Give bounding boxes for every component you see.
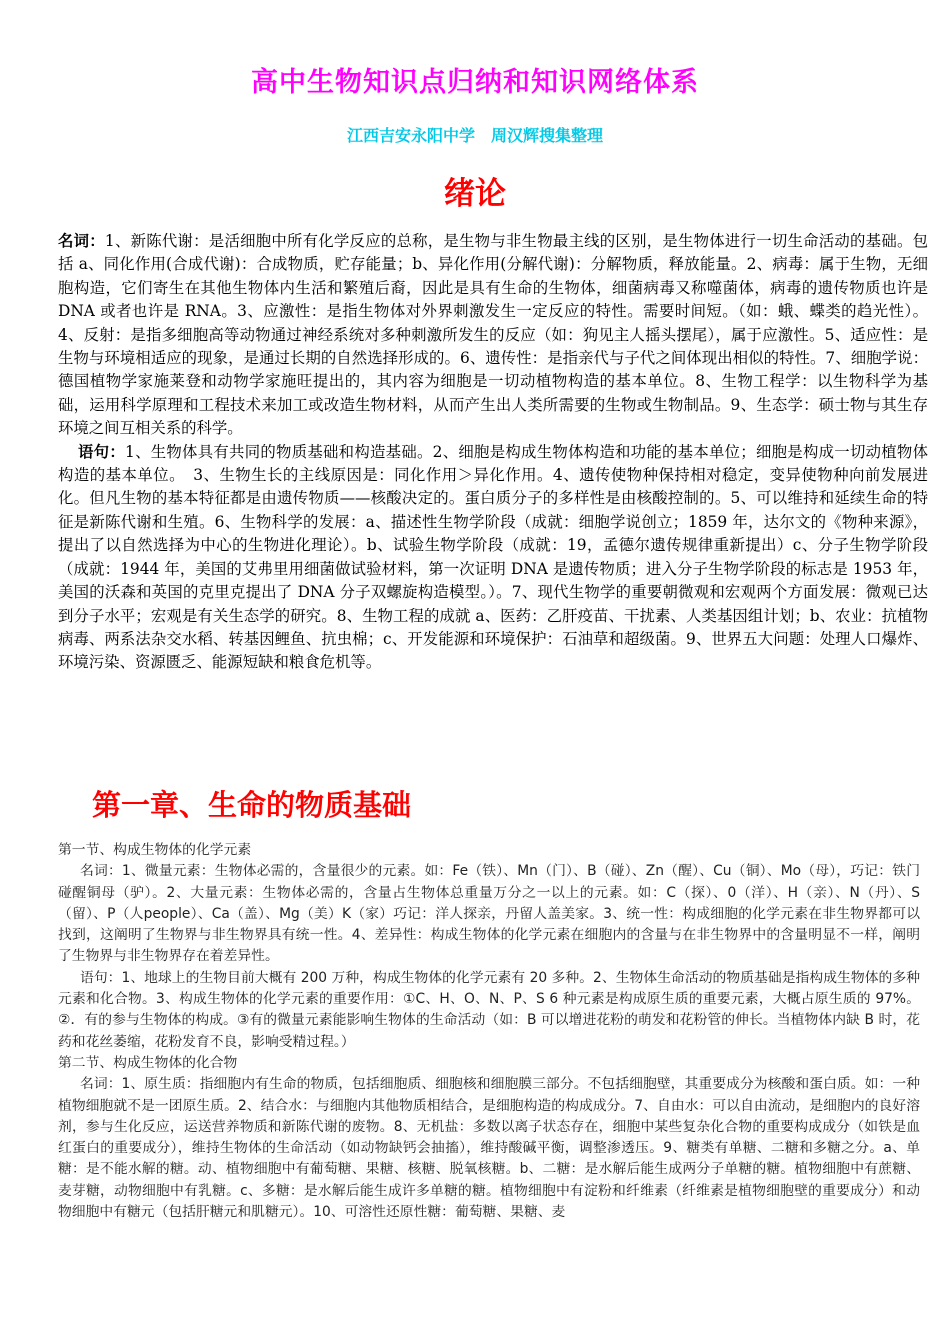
section1-title: 第一节、构成生物体的化学元素 bbox=[58, 842, 252, 858]
terms-text: 1、新陈代谢：是活细胞中所有化学反应的总称，是生物与非生物最主线的区别，是生物体进行一切生命活动的基础。包括 a、同化作用(合成代谢)：合成物质，贮存能量；b、异化作用(分解代谢)：分解物质，释放能量。2、病毒：属于生物，无细胞构造，它们寄生在其他生物体内生活和繁殖后裔，因此是具有生命的生物体，细菌病毒又称噬菌体，病毒的遗传物质也许是 DNA 或者也许是 RNA。3、应激性：是指生物体对外界刺激发生一定反应的特性。需要时间短。（如：蛾、蝶类的趋光性）。4、反射：是指多细胞高等动物通过神经系统对多种刺激所发生的反应（如：狗见主人摇头摆尾），属于应激性。5、适应性：是生物与环境相适应的现象，是通过长期的自然选择形成的。6、遗传性：是指亲代与子代之间体现出相似的特性。7、细胞学说：德国植物学家施莱登和动物学家施旺提出的，其内容为细胞是一切动植物构造的基本单位。8、生物工程学：以生物科学为基础，运用科学原理和工程技术来加工或改造生物材料，从而产生出人类所需要的生物或生物制品。9、生态学：硕士物与其生存环境之间互相关系的科学。 bbox=[58, 232, 928, 438]
intro-section bbox=[58, 230, 928, 675]
intro-heading: 绪论 bbox=[444, 176, 506, 212]
section1-terms: 名词：1、微量元素：生物体必需的，含量很少的元素。如：Fe（铁）、Mn（门）、B（碰）、Zn（醒）、Cu（铜）、Mo（母），巧记：铁门碰醒铜母（驴）。2、大量元素：生物体必需的，含量占生物体总重量万分之一以上的元素。如：C（探）、0（洋）、H（亲）、N（丹）、S（留）、P（人people）、Ca（盖）、Mg（美）K（家）巧记：洋人探亲，丹留人盖美家。3、统一性：构成细胞的化学元素在非生物界都可以找到，这阐明了生物界与非生物界具有统一性。4、差异性：构成生物体的化学元素在细胞内的含量与在非生物界中的含量明显不一样，阐明了生物界与非生物界存在着差异性。 bbox=[58, 863, 920, 965]
document-title: 高中生物知识点归纳和知识网络体系 bbox=[251, 67, 699, 98]
intro-sentences-paragraph bbox=[58, 441, 928, 675]
sentences-text: 1、生物体具有共同的物质基础和构造基础。2、细胞是构成生物体构造和功能的基本单位；细胞是构成一切动植物体构造的基本单位。 3、生物生长的主线原因是：同化作用＞异化作用。4、遗传使物种保持相对稳定，变异使物种向前发展进化。但凡生物的基本特征都是由遗传物质——核酸决定的。蛋白质分子的多样性是由核酸控制的。5、可以维持和延续生命的特征是新陈代谢和生殖。6、生物科学的发展：a、描述性生物学阶段（成就：细胞学说创立；1859 年，达尔文的《物种来源》，提出了以自然选择为中心的生物进化理论）。b、试验生物学阶段（成就：19，孟德尔遗传规律重新提出）c、分子生物学阶段（成就：1944 年，美国的艾弗里用细菌做试验材料，第一次证明 DNA 是遗传物质；进入分子生物学阶段的标志是 1953 年，美国的沃森和英国的克里克提出了 DNA 分子双螺旋构造模型。）。7、现代生物学的重要朝微观和宏观两个方面发展：微观已达到分子水平；宏观是有关生态学的研究。8、生物工程的成就 a、医药：乙肝疫苗、干扰素、人类基因组计划；b、农业：抗植物病毒、两系法杂交水稻、转基因鲤鱼、抗虫棉；c、开发能源和环境保护：石油草和超级菌。9、世界五大问题：处理人口爆炸、环境污染、资源匮乏、能源短缺和粮食危机等。 bbox=[58, 442, 928, 672]
chapter1-body bbox=[58, 840, 920, 1223]
terms-label: 名词： bbox=[58, 232, 105, 250]
section1-sentences: 语句：1、地球上的生物目前大概有 200 万种，构成生物体的化学元素有 20 多种。2、生物体生命活动的物质基础是指构成生物体的多种元素和化合物。3、构成生物体的化学元素的重要作用：①C、H、O、N、P、S 6 种元素是构成原生质的重要元素，大概占原生质的 97%。②．有的参与生物体的构成。③有的微量元素能影响生物体的生命活动（如：B 可以增进花粉的萌发和花粉管的伸长。当植物体内缺 B 时，花药和花丝萎缩，花粉发育不良，影响受精过程。） bbox=[58, 969, 920, 1050]
document-subtitle: 江西吉安永阳中学 周汉辉搜集整理 bbox=[346, 126, 603, 145]
section2-title: 第二节、构成生物体的化合物 bbox=[58, 1054, 238, 1071]
sentences-label: 语句： bbox=[78, 442, 125, 461]
chapter-heading: 第一章、生命的物质基础 bbox=[92, 788, 412, 822]
section2-terms: 名词：1、原生质：指细胞内有生命的物质，包括细胞质、细胞核和细胞膜三部分。不包括细胞壁，其重要成分为核酸和蛋白质。如：一种植物细胞就不是一团原生质。2、结合水：与细胞内其他物质相结合，是细胞构造的构成成分。7、自由水：可以自由流动，是细胞内的良好溶剂，参与生化反应，运送营养物质和新陈代谢的废物。8、无机盐：多数以离子状态存在，细胞中某些复杂化合物的重要构成成分（如铁是血红蛋白的重要成分），维持生物体的生命活动（如动物缺钙会抽搐），维持酸碱平衡，调整渗透压。9、糖类有单糖、二糖和多糖之分。a、单糖：是不能水解的糖。动、植物细胞中有葡萄糖、果糖、核糖、脱氧核糖。b、二糖：是水解后能生成两分子单糖的糖。植物细胞中有蔗糖、麦芽糖，动物细胞中有乳糖。c、多糖：是水解后能生成许多单糖的糖。植物细胞中有淀粉和纤维素（纤维素是植物细胞壁的重要成分）和动物细胞中有糖元（包括肝糖元和肌糖元）。10、可溶性还原性糖：葡萄糖、果糖、麦 bbox=[58, 1076, 920, 1221]
intro-terms-paragraph bbox=[58, 230, 928, 441]
